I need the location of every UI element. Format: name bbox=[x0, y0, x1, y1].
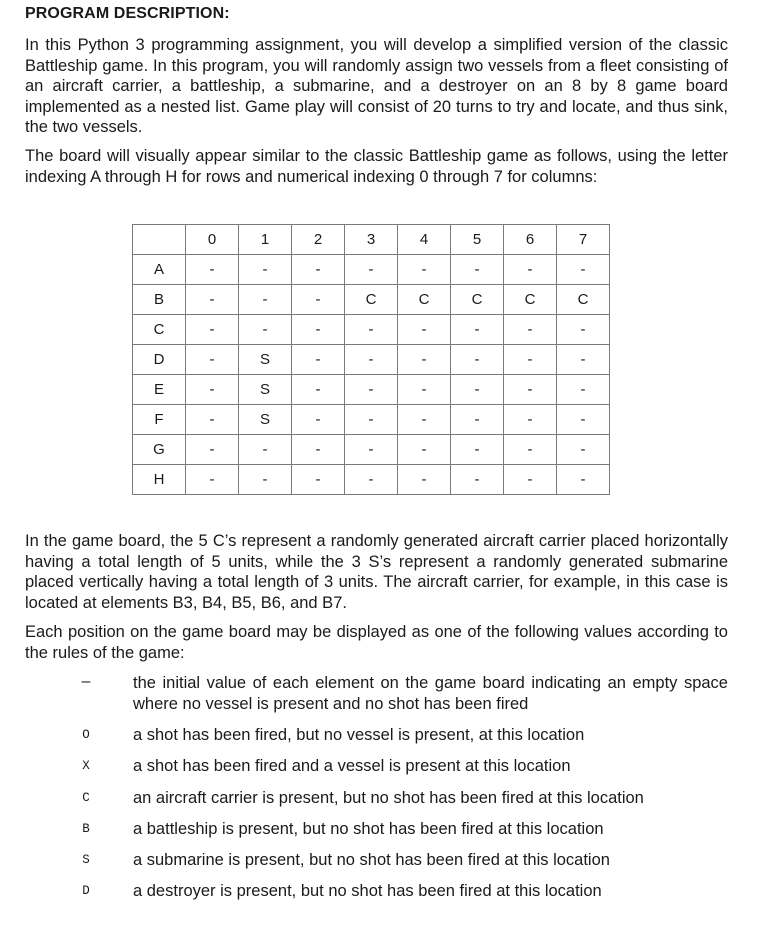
board-cell: - bbox=[186, 435, 239, 465]
intro-paragraph: In this Python 3 programming assignment, you will develop a simplified version of the classic Battleship game. In this program, you will randomly assign two vessels from a fleet consisting of an aircraft carrier, a battleship, a submarine, and a destroyer on an 8 by 8 game board implemented as a nested list. Game play will consist of 20 turns to try and locate, and thus sink, the two vessels. bbox=[25, 36, 728, 136]
board-row-h bbox=[133, 465, 610, 495]
board-cell: - bbox=[398, 405, 451, 435]
board-header-row bbox=[133, 225, 610, 255]
legend-item-carrier bbox=[0, 788, 760, 818]
board-cell: - bbox=[292, 435, 345, 465]
board-cell: - bbox=[345, 375, 398, 405]
board-cell: - bbox=[292, 465, 345, 495]
legend-description: a shot has been fired, but no vessel is present, at this location bbox=[133, 726, 585, 744]
board-cell: - bbox=[451, 345, 504, 375]
board-cell: C bbox=[451, 285, 504, 315]
board-cell: - bbox=[398, 315, 451, 345]
board-cell: - bbox=[292, 345, 345, 375]
board-cell: - bbox=[557, 315, 610, 345]
legend-description: an aircraft carrier is present, but no shot has been fired at this location bbox=[133, 789, 644, 807]
board-row-b bbox=[133, 285, 610, 315]
board-cell: - bbox=[186, 405, 239, 435]
board-cell: C bbox=[398, 285, 451, 315]
board-cell: - bbox=[451, 435, 504, 465]
board-cell: C bbox=[504, 285, 557, 315]
board-intro-paragraph: The board will visually appear similar to the classic Battleship game as follows, using the letter indexing A through H for rows and numerical indexing 0 through 7 for columns: bbox=[25, 147, 728, 186]
board-cell: - bbox=[345, 315, 398, 345]
section-heading: PROGRAM DESCRIPTION: bbox=[25, 5, 230, 22]
board-cell: - bbox=[345, 345, 398, 375]
legend-item-submarine bbox=[0, 850, 760, 880]
board-cell: - bbox=[504, 375, 557, 405]
row-header: B bbox=[133, 285, 186, 315]
legend-description: a shot has been fired and a vessel is present at this location bbox=[133, 757, 571, 775]
board-cell: - bbox=[451, 375, 504, 405]
board-cell: - bbox=[186, 375, 239, 405]
board-cell: - bbox=[398, 375, 451, 405]
board-cell: - bbox=[186, 345, 239, 375]
board-cell: - bbox=[292, 375, 345, 405]
legend-symbol: X bbox=[82, 759, 90, 773]
row-header: C bbox=[133, 315, 186, 345]
row-header: A bbox=[133, 255, 186, 285]
column-header: 4 bbox=[398, 225, 451, 255]
legend-item-hit bbox=[0, 756, 760, 786]
board-cell: - bbox=[239, 465, 292, 495]
board-cell: - bbox=[292, 255, 345, 285]
board-cell: - bbox=[451, 315, 504, 345]
legend-item-miss bbox=[0, 725, 760, 755]
board-cell: - bbox=[186, 315, 239, 345]
row-header: E bbox=[133, 375, 186, 405]
legend-description: a destroyer is present, but no shot has been fired at this location bbox=[133, 882, 602, 900]
board-cell: - bbox=[345, 405, 398, 435]
board-cell: - bbox=[292, 405, 345, 435]
board-cell: - bbox=[557, 405, 610, 435]
board-cell: - bbox=[292, 315, 345, 345]
board-cell: - bbox=[504, 465, 557, 495]
row-header: G bbox=[133, 435, 186, 465]
board-cell: S bbox=[239, 375, 292, 405]
legend-symbol: O bbox=[82, 728, 90, 742]
board-cell: S bbox=[239, 345, 292, 375]
legend-item-empty bbox=[0, 673, 760, 713]
row-header: H bbox=[133, 465, 186, 495]
column-header: 3 bbox=[345, 225, 398, 255]
legend-symbol: – bbox=[81, 673, 91, 690]
column-header: 5 bbox=[451, 225, 504, 255]
board-cell: - bbox=[292, 285, 345, 315]
board-cell: - bbox=[345, 255, 398, 285]
game-board-table bbox=[132, 224, 610, 495]
board-cell: - bbox=[186, 285, 239, 315]
row-header: D bbox=[133, 345, 186, 375]
board-cell: - bbox=[451, 255, 504, 285]
board-cell: - bbox=[398, 345, 451, 375]
board-cell: - bbox=[186, 255, 239, 285]
board-row-a bbox=[133, 255, 610, 285]
board-cell: - bbox=[239, 255, 292, 285]
board-cell: - bbox=[398, 465, 451, 495]
legend-description: a submarine is present, but no shot has been fired at this location bbox=[133, 851, 610, 869]
board-cell: - bbox=[398, 255, 451, 285]
board-row-f bbox=[133, 405, 610, 435]
board-cell: - bbox=[504, 255, 557, 285]
board-cell: - bbox=[451, 465, 504, 495]
board-cell: - bbox=[398, 435, 451, 465]
legend-symbol: S bbox=[82, 853, 90, 867]
column-header: 7 bbox=[557, 225, 610, 255]
column-header: 0 bbox=[186, 225, 239, 255]
board-row-d bbox=[133, 345, 610, 375]
legend-description: the initial value of each element on the game board indicating an empty space where no vessel is present and no shot has been fired bbox=[133, 674, 728, 713]
board-cell: - bbox=[557, 465, 610, 495]
board-cell: - bbox=[504, 405, 557, 435]
board-row-c bbox=[133, 315, 610, 345]
explanation-paragraph: In the game board, the 5 C’s represent a randomly generated aircraft carrier placed horizontally having a total length of 5 units, while the 3 S’s represent a randomly generated submarine placed vertically having a total length of 3 units. The aircraft carrier, for example, in this case is located at elements B3, B4, B5, B6, and B7. bbox=[25, 532, 728, 612]
board-cell: C bbox=[345, 285, 398, 315]
board-cell: - bbox=[504, 345, 557, 375]
board-cell: - bbox=[186, 465, 239, 495]
column-header: 2 bbox=[292, 225, 345, 255]
board-cell: C bbox=[557, 285, 610, 315]
legend-symbol: D bbox=[82, 884, 90, 898]
legend-symbol: C bbox=[82, 791, 90, 805]
board-cell: - bbox=[345, 465, 398, 495]
board-cell: - bbox=[557, 255, 610, 285]
row-header: F bbox=[133, 405, 186, 435]
legend-symbol: B bbox=[82, 822, 90, 836]
board-cell: - bbox=[451, 405, 504, 435]
legend-intro-paragraph: Each position on the game board may be displayed as one of the following values according to the rules of the game: bbox=[25, 623, 728, 662]
board-cell: - bbox=[239, 285, 292, 315]
board-cell: - bbox=[345, 435, 398, 465]
board-cell: - bbox=[239, 435, 292, 465]
column-header: 6 bbox=[504, 225, 557, 255]
board-cell: - bbox=[504, 315, 557, 345]
legend-item-destroyer bbox=[0, 881, 760, 911]
board-cell: - bbox=[557, 345, 610, 375]
column-header: 1 bbox=[239, 225, 292, 255]
board-cell: - bbox=[239, 315, 292, 345]
legend-item-battleship bbox=[0, 819, 760, 849]
legend-description: a battleship is present, but no shot has been fired at this location bbox=[133, 820, 604, 838]
board-corner-cell bbox=[133, 225, 186, 255]
board-row-e bbox=[133, 375, 610, 405]
board-cell: S bbox=[239, 405, 292, 435]
board-cell: - bbox=[557, 435, 610, 465]
board-cell: - bbox=[504, 435, 557, 465]
board-cell: - bbox=[557, 375, 610, 405]
board-row-g bbox=[133, 435, 610, 465]
